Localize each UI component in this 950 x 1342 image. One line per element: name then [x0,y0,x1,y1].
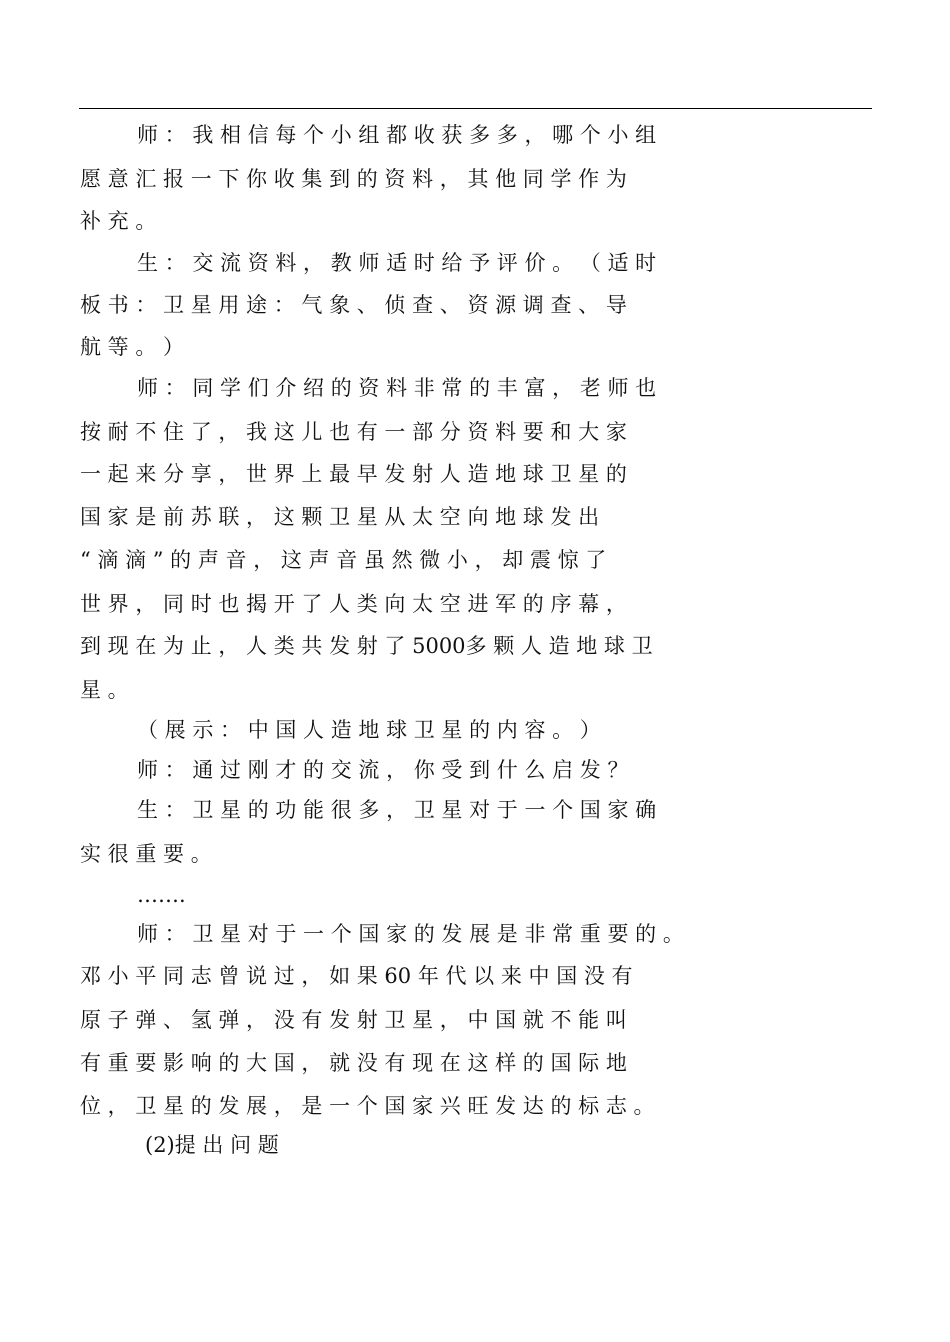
text-line: 星 。 [80,678,129,702]
text-line: 按 耐 不 住 了 ， 我 这 儿 也 有 一 部 分 资 料 要 和 大 家 [80,420,627,444]
text-line: 师 ： 我 相 信 每 个 小 组 都 收 获 多 多 ， 哪 个 小 组 [137,123,657,147]
section-heading: (2)提 出 问 题 [145,1133,279,1157]
text-line: 师 ： 通 过 刚 才 的 交 流 ， 你 受 到 什 么 启 发 ？ [137,758,629,782]
text-line: “ 滴 滴 ” 的 声 音 ， 这 声 音 虽 然 微 小 ， 却 震 惊 了 [80,548,607,572]
text-line: 航 等 。 ） [80,335,185,359]
text-line: 位 ， 卫 星 的 发 展 ， 是 一 个 国 家 兴 旺 发 达 的 标 志 。 [80,1094,655,1118]
text-line: 补 充 。 [80,209,157,233]
text-line: 一 起 来 分 享 ， 世 界 上 最 早 发 射 人 造 地 球 卫 星 的 [80,462,627,486]
text-line: 师 ： 同 学 们 介 绍 的 资 料 非 常 的 丰 富 ， 老 师 也 [137,376,657,400]
header-rule [79,108,872,109]
text-line: 国 家 是 前 苏 联 ， 这 颗 卫 星 从 太 空 向 地 球 发 出 [80,505,600,529]
text-line: （ 展 示 ： 中 国 人 造 地 球 卫 星 的 内 容 。 ） [137,718,601,742]
text-line: 实 很 重 要 。 [80,842,212,866]
text-line: 邓 小 平 同 志 曾 说 过 ， 如 果 60 年 代 以 来 中 国 没 有 [80,964,633,988]
text-line: 世 界 ， 同 时 也 揭 开 了 人 类 向 太 空 进 军 的 序 幕 ， [80,592,627,616]
text-line: ……. [137,883,186,907]
text-line: 愿 意 汇 报 一 下 你 收 集 到 的 资 料 ， 其 他 同 学 作 为 [80,167,627,191]
text-line: 师 ： 卫 星 对 于 一 个 国 家 的 发 展 是 非 常 重 要 的 。 [137,922,684,946]
text-line: 板 书 ： 卫 星 用 途 ： 气 象 、 侦 查 、 资 源 调 查 、 导 [80,293,627,317]
text-line: 原 子 弹 、 氢 弹 ， 没 有 发 射 卫 星 ， 中 国 就 不 能 叫 [80,1008,627,1032]
text-line: 到 现 在 为 止 ， 人 类 共 发 射 了 5000多 颗 人 造 地 球 卫 [80,634,653,658]
text-line: 生 ： 卫 星 的 功 能 很 多 ， 卫 星 对 于 一 个 国 家 确 [137,798,657,822]
text-line: 生 ： 交 流 资 料 ， 教 师 适 时 给 予 评 价 。 （ 适 时 [137,251,657,275]
text-line: 有 重 要 影 响 的 大 国 ， 就 没 有 现 在 这 样 的 国 际 地 [80,1051,627,1075]
